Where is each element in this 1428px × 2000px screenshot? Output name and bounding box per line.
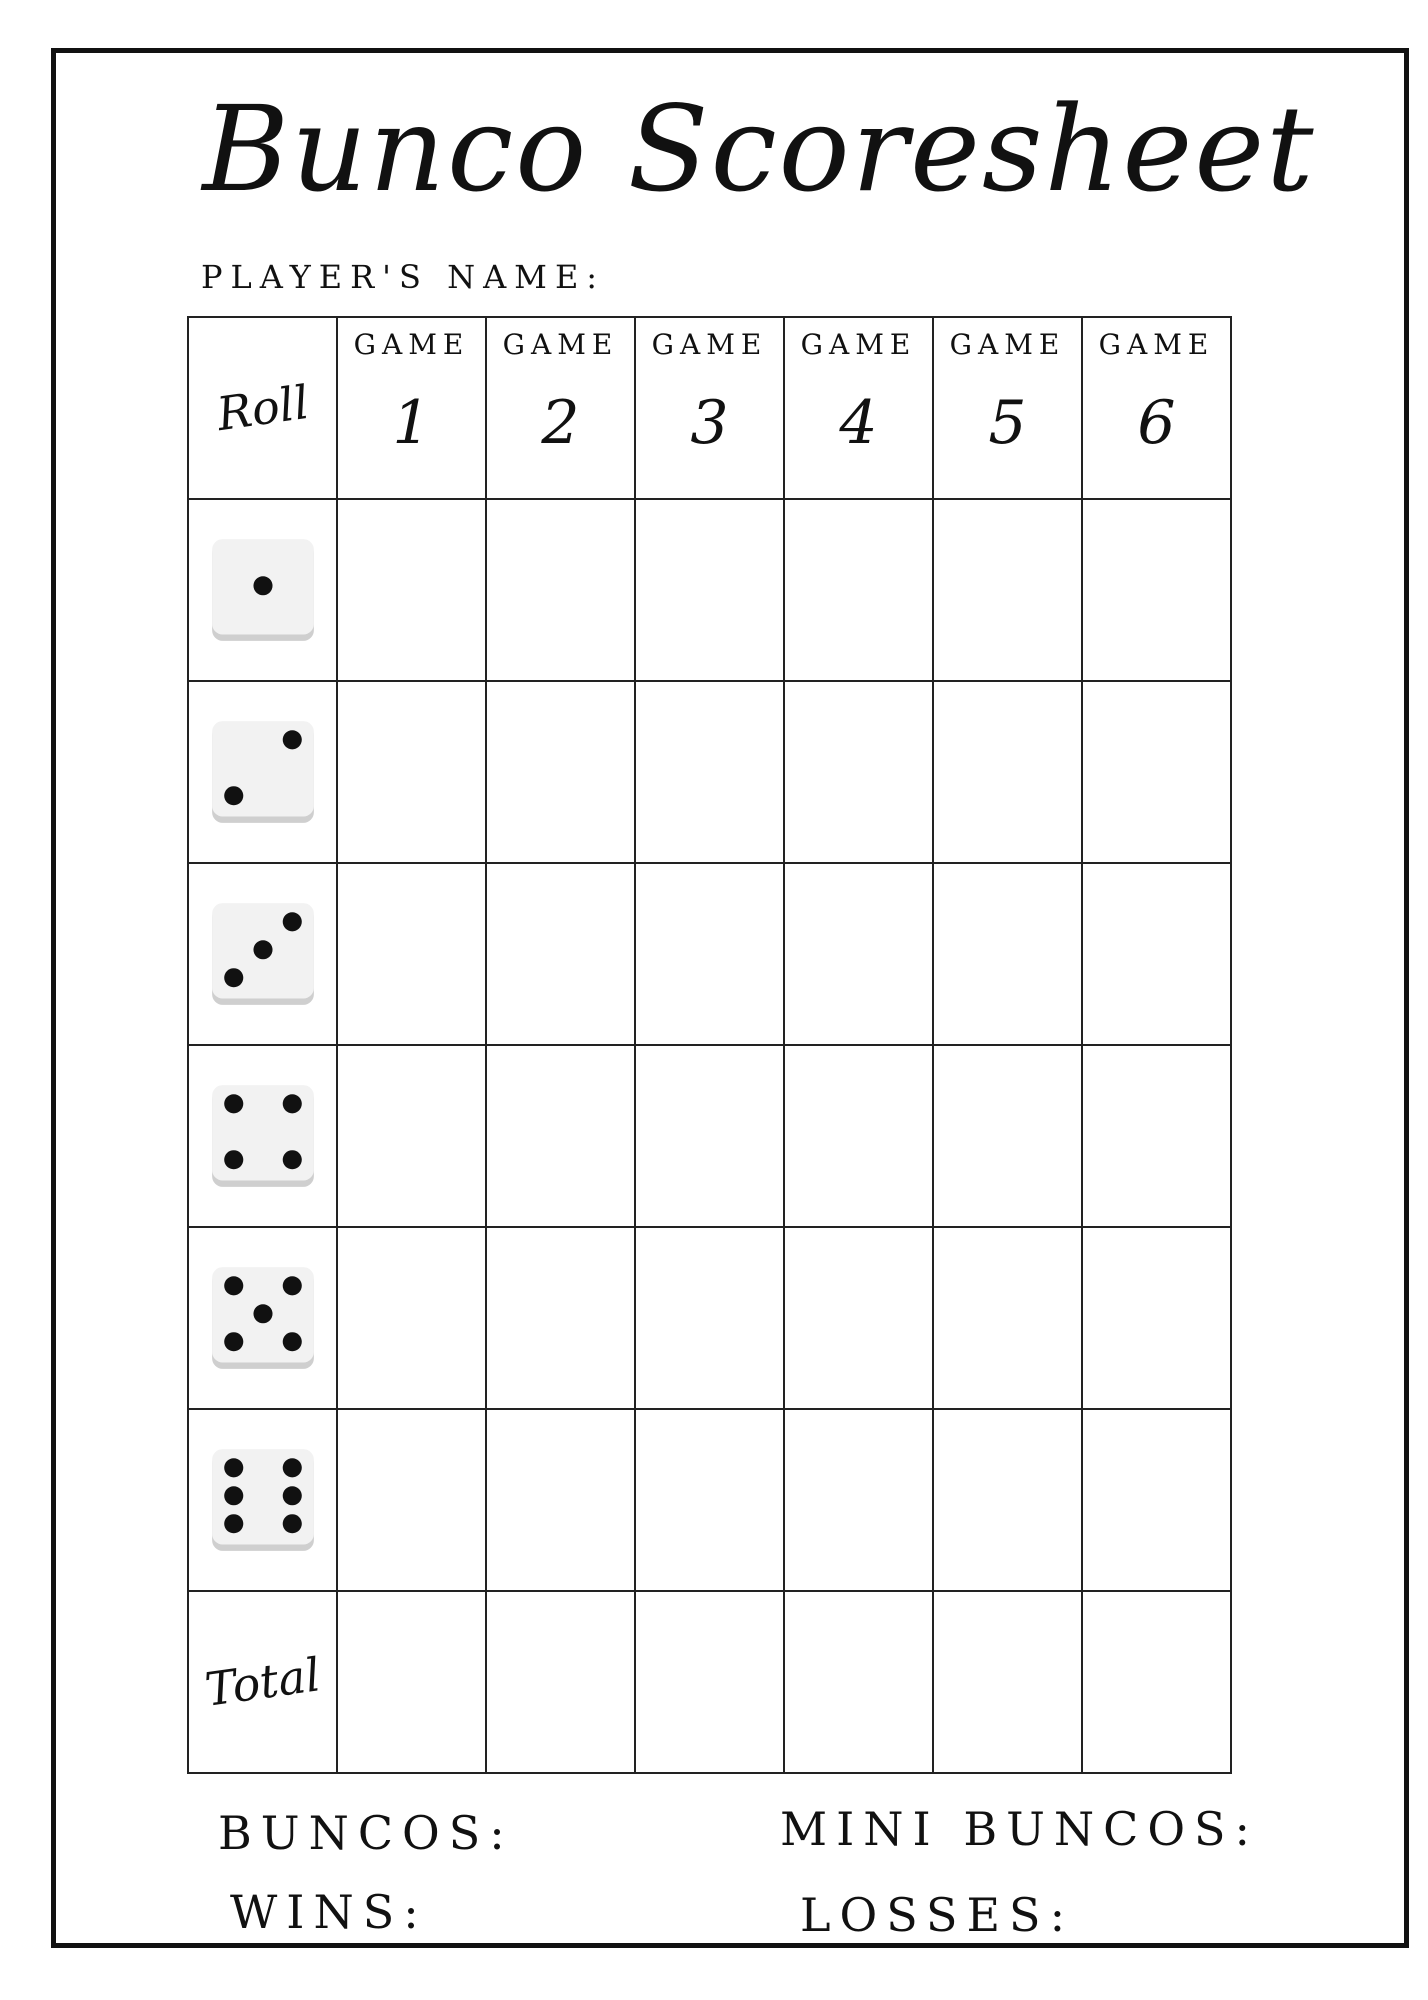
roll-header bbox=[188, 317, 337, 499]
score-cell[interactable] bbox=[1082, 1227, 1231, 1409]
die-six-icon bbox=[210, 1447, 316, 1553]
game-word: GAME bbox=[353, 328, 470, 361]
roll-row bbox=[188, 863, 1231, 1045]
score-cell[interactable] bbox=[933, 1227, 1082, 1409]
score-cell[interactable] bbox=[784, 1409, 933, 1591]
score-cell[interactable] bbox=[486, 1409, 635, 1591]
game-word: GAME bbox=[1098, 328, 1215, 361]
score-cell[interactable] bbox=[784, 499, 933, 681]
page-title: Bunco Scoresheet bbox=[202, 80, 1316, 218]
die-cell bbox=[188, 1409, 337, 1591]
mini-buncos-label: MINI BUNCOS: bbox=[780, 1802, 1260, 1856]
score-cell[interactable] bbox=[1082, 499, 1231, 681]
score-cell[interactable] bbox=[784, 1045, 933, 1227]
game-number: 5 bbox=[988, 388, 1027, 458]
score-rows bbox=[188, 499, 1231, 1591]
score-cell[interactable] bbox=[486, 499, 635, 681]
game-number: 3 bbox=[690, 388, 729, 458]
total-cell[interactable] bbox=[486, 1591, 635, 1773]
score-cell[interactable] bbox=[337, 1045, 486, 1227]
header-row bbox=[188, 317, 1231, 499]
buncos-label: BUNCOS: bbox=[218, 1806, 514, 1860]
score-cell[interactable] bbox=[933, 681, 1082, 863]
total-row bbox=[188, 1591, 1231, 1773]
game-number: 4 bbox=[839, 388, 878, 458]
score-grid bbox=[187, 316, 1232, 1774]
score-cell[interactable] bbox=[933, 1409, 1082, 1591]
score-cell[interactable] bbox=[486, 1045, 635, 1227]
score-cell[interactable] bbox=[1082, 863, 1231, 1045]
game-number: 1 bbox=[392, 388, 431, 458]
game-word: GAME bbox=[651, 328, 768, 361]
score-cell[interactable] bbox=[635, 499, 784, 681]
player-name-label: PLAYER'S NAME: bbox=[201, 258, 606, 296]
score-cell[interactable] bbox=[784, 681, 933, 863]
game-header-4 bbox=[784, 317, 933, 499]
game-word: GAME bbox=[800, 328, 917, 361]
score-cell[interactable] bbox=[635, 1227, 784, 1409]
roll-row bbox=[188, 1227, 1231, 1409]
die-cell bbox=[188, 863, 337, 1045]
total-label: Total bbox=[201, 1647, 324, 1717]
score-cell[interactable] bbox=[784, 1227, 933, 1409]
die-cell bbox=[188, 1045, 337, 1227]
score-cell[interactable] bbox=[933, 1045, 1082, 1227]
total-cell[interactable] bbox=[635, 1591, 784, 1773]
score-cell[interactable] bbox=[337, 499, 486, 681]
score-cell[interactable] bbox=[635, 681, 784, 863]
total-header bbox=[188, 1591, 337, 1773]
roll-row bbox=[188, 1409, 1231, 1591]
score-cell[interactable] bbox=[337, 681, 486, 863]
game-header-3 bbox=[635, 317, 784, 499]
wins-label: WINS: bbox=[230, 1885, 428, 1939]
total-cell[interactable] bbox=[784, 1591, 933, 1773]
score-cell[interactable] bbox=[486, 863, 635, 1045]
losses-label: LOSSES: bbox=[800, 1888, 1075, 1942]
roll-row bbox=[188, 499, 1231, 681]
score-cell[interactable] bbox=[933, 499, 1082, 681]
die-cell bbox=[188, 1227, 337, 1409]
die-cell bbox=[188, 681, 337, 863]
score-cell[interactable] bbox=[635, 1045, 784, 1227]
score-cell[interactable] bbox=[486, 1227, 635, 1409]
game-header-5 bbox=[933, 317, 1082, 499]
total-cell[interactable] bbox=[1082, 1591, 1231, 1773]
die-cell bbox=[188, 499, 337, 681]
score-cell[interactable] bbox=[784, 863, 933, 1045]
die-four-icon bbox=[210, 1083, 316, 1189]
score-cell[interactable] bbox=[1082, 1409, 1231, 1591]
game-word: GAME bbox=[949, 328, 1066, 361]
score-cell[interactable] bbox=[486, 681, 635, 863]
total-cell[interactable] bbox=[933, 1591, 1082, 1773]
score-cell[interactable] bbox=[1082, 681, 1231, 863]
score-cell[interactable] bbox=[337, 863, 486, 1045]
score-cell[interactable] bbox=[1082, 1045, 1231, 1227]
die-one-icon bbox=[210, 537, 316, 643]
die-two-icon bbox=[210, 719, 316, 825]
roll-row bbox=[188, 681, 1231, 863]
score-cell[interactable] bbox=[635, 863, 784, 1045]
roll-row bbox=[188, 1045, 1231, 1227]
game-header-1 bbox=[337, 317, 486, 499]
total-cell[interactable] bbox=[337, 1591, 486, 1773]
die-three-icon bbox=[210, 901, 316, 1007]
die-five-icon bbox=[210, 1265, 316, 1371]
score-cell[interactable] bbox=[635, 1409, 784, 1591]
game-header-2 bbox=[486, 317, 635, 499]
game-number: 2 bbox=[541, 388, 580, 458]
game-number: 6 bbox=[1137, 388, 1176, 458]
score-cell[interactable] bbox=[933, 863, 1082, 1045]
game-header-6 bbox=[1082, 317, 1231, 499]
score-cell[interactable] bbox=[337, 1409, 486, 1591]
roll-label: Roll bbox=[213, 374, 312, 442]
game-word: GAME bbox=[502, 328, 619, 361]
score-cell[interactable] bbox=[337, 1227, 486, 1409]
